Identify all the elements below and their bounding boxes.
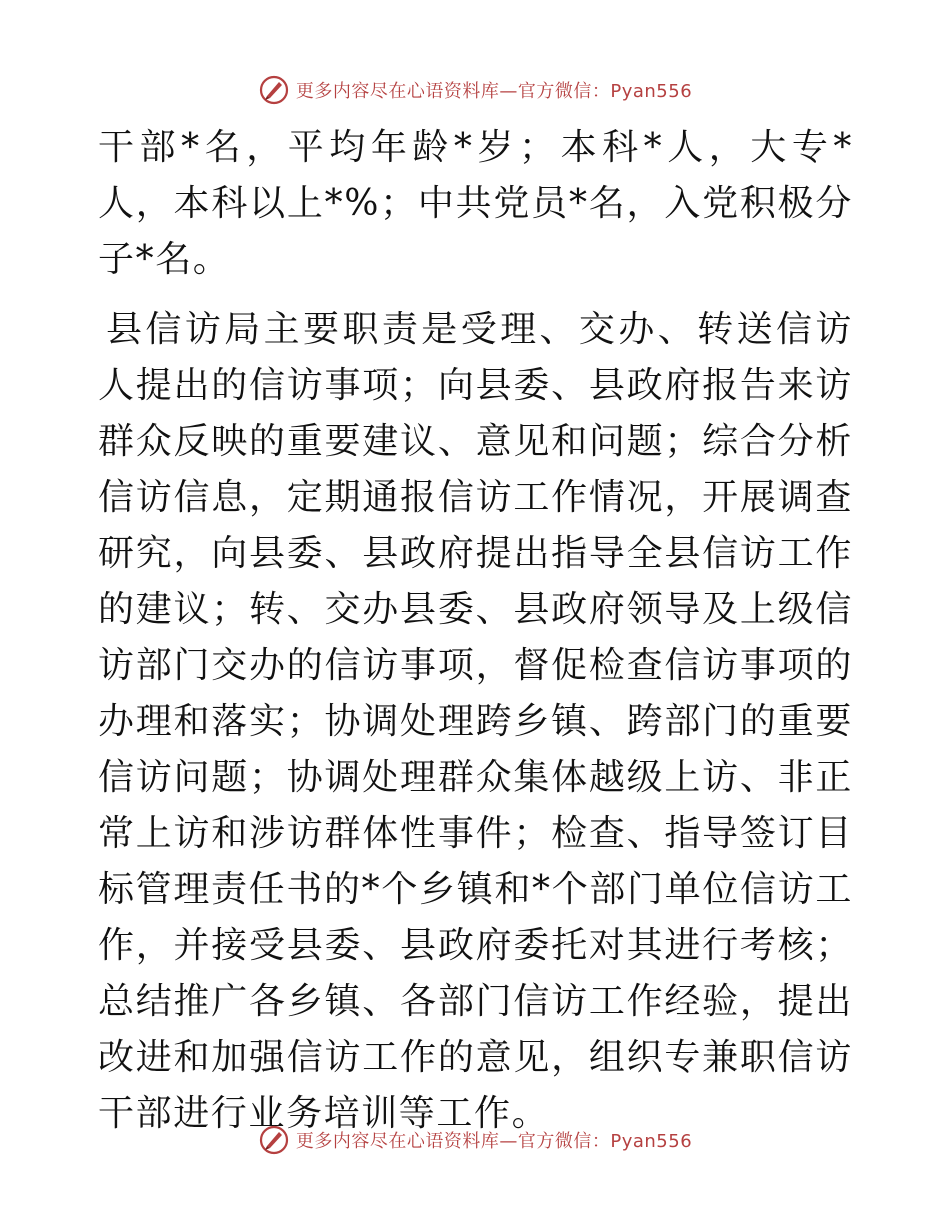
paragraph-staff-summary: 干部*名，平均年龄*岁；本科*人，大专*人，本科以上*%；中共党员*名，入党积极分子*名。: [98, 127, 854, 280]
document-body: [98, 120, 853, 1142]
footer-text: 更多内容尽在心语资料库—官方微信：Pyan556: [295, 1131, 693, 1152]
quill-seal-icon: [258, 74, 290, 106]
header-text: 更多内容尽在心语资料库—官方微信：Pyan556: [295, 81, 693, 102]
quill-seal-icon: [258, 1124, 290, 1156]
header-banner: [0, 70, 950, 110]
paragraph-bureau-duties: 县信访局主要职责是受理、交办、转送信访人提出的信访事项；向县委、县政府报告来访群众反映的重要建议、意见和问题；综合分析信访信息，定期通报信访工作情况，开展调查研究，向县委、县政府提出指导全县信访工作的建议；转、交办县委、县政府领导及上级信访部门交办的信访事项，督促检查信访事项的办理和落实；协调处理跨乡镇、跨部门的重要信访问题；协调处理群众集体越级上访、非正常上访和涉访群体性事件；检查、指导签订目标管理责任书的*个乡镇和*个部门单位信访工作，并接受县委、县政府委托对其进行考核；总结推广各乡镇、各部门信访工作经验，提出改进和加强信访工作的意见，组织专兼职信访干部进行业务培训等工作。: [98, 309, 853, 1134]
footer-banner: [0, 1120, 950, 1160]
